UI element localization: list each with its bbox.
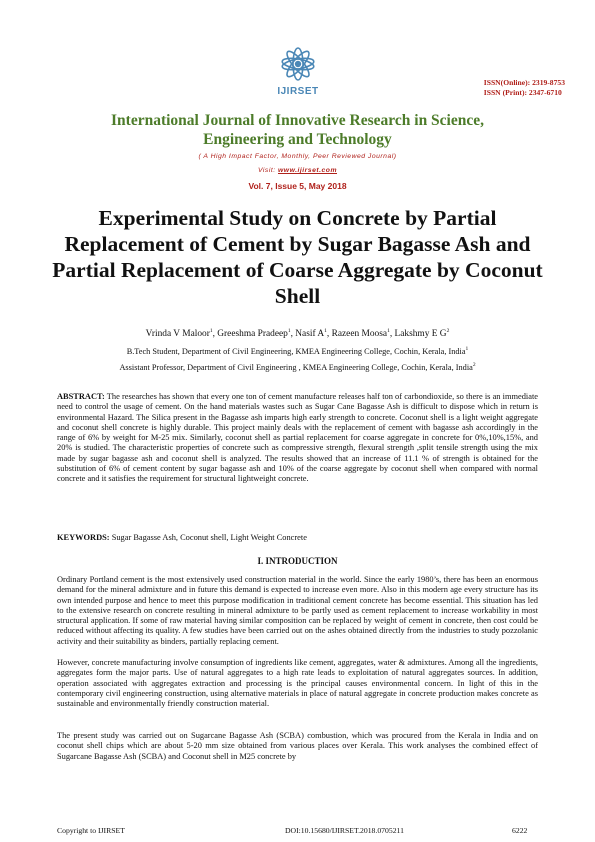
affiliation	[40, 347, 555, 356]
body-paragraph: The present study was carried out on Sugarcane Bagasse Ash (SCBA) combustion, which was procured from the Kerala in India and on coconut shell chips which are about 5-20 mm size obtained from various places over Kerala. This work analyses the combined effect of Sugarcane Bagasse Ash (SCBA) and Coconut shell in M25 concrete by	[57, 731, 538, 761]
affiliation-text: B.Tech Student, Department of Civil Engineering, KMEA Engineering College, Cochin, Kerala, India	[126, 347, 466, 356]
author: Greeshma Pradeep	[217, 329, 288, 339]
journal-title-line-2: Engineering and Technology	[203, 131, 392, 148]
footer-copyright: Copyright to IJIRSET	[57, 826, 125, 835]
author-affiliation-mark: 1	[387, 327, 390, 334]
journal-subtitle: ( A High Impact Factor, Monthly, Peer Reviewed Journal)	[198, 153, 397, 160]
section-heading: I. INTRODUCTION	[257, 556, 338, 566]
volume-issue: Vol. 7, Issue 5, May 2018	[248, 181, 347, 191]
issn-block	[484, 78, 565, 98]
journal-title	[60, 111, 535, 149]
journal-logo	[270, 42, 326, 106]
article-title: Experimental Study on Concrete by Partial Replacement of Cement by Sugar Bagasse Ash and Partial Replacement of Coarse Aggregate by Coconut Shell	[52, 206, 543, 308]
issn-print: ISSN (Print): 2347-6710	[483, 88, 562, 97]
affiliation-mark: 1	[465, 346, 469, 353]
author-affiliation-mark: 1	[287, 327, 291, 334]
affiliation	[40, 363, 555, 372]
footer-doi: DOI:10.15680/IJIRSET.2018.0705211	[285, 826, 404, 835]
visit-label: Visit:	[258, 167, 278, 174]
author: Lakshmy E G	[394, 329, 447, 339]
keywords	[57, 533, 538, 542]
affiliation-mark: 2	[472, 362, 476, 369]
author-affiliation-mark: 1	[209, 327, 213, 334]
keywords-label: KEYWORDS:	[57, 533, 110, 542]
author-list: Vrinda V Maloor$^1$, Greeshma Pradeep$^1$, Nasif $A^1$, Razeen Moosa$^1$, Lakshmy E $G^2$	[145, 327, 450, 339]
author: Vrinda V Maloor	[145, 329, 210, 339]
journal-title-line-1: International Journal of Innovative Research in Science,	[111, 112, 484, 129]
journal-website-link[interactable]: www.ijirset.com	[278, 167, 337, 174]
abstract	[57, 392, 538, 485]
abstract-text: The researches has shown that every one ton of cement manufacture releases half ton of carbondioxide, so there is an immediate need to control the usage of cement. On the hand materials wastes such as Sugar Cane Bagasse Ash is difficult to dispose which in return is environmental Hazard. The Silica present in the Bagasse ash imparts high early strength to concrete. Coconut shell is a light weight aggregate and coconut shell concrete is highly durable. This project mainly deals with the replacement of cement with bagasse ash accordingly in the range of 6% by weight for M-25 mix. Similarly, coconut shell as partial replacement for coarse aggregate in concrete for 0%,10%,15%, and 20% is studied. The characteristic properties of concrete such as compressive strength, flexural strength ,split tensile strength using the mix made by sugar bagasse ash and coconut shell is analyzed. The results showed that an increase of 11.1 % of strength is obtained for the substitution of 6% of cement content by sugar bagasse ash and 10% of the coarse aggregate by coconut shell when compared with normal concrete and it satisfies the requirement for structural lightweight concrete.	[57, 392, 538, 484]
affiliation-text: Assistant Professor, Department of Civil Engineering , KMEA Engineering College, Cochin, Kerala, India	[119, 363, 473, 372]
body-paragraph: Ordinary Portland cement is the most extensively used construction material in the world. Since the early 1980’s, there has been an enormous demand for the mineral admixture and in future this demand is expected to increase even more. Also in this modern age every structure has its own intended purpose and hence to meet this purpose modification in traditional cement concrete has become essential. This situation has led to the extensive research on concrete resulting in mineral admixture to be partly used as cement replacement to increase workability in most structural application. If some of raw material having similar composition can be replaced by weight of cement in concrete, then cost could be reduced without affecting its quality. A few studies have been carried out on the ashes obtained directly from the industries to study pozzolanic activity and their suitability as binders, partially replacing cement.	[57, 575, 538, 646]
author: Nasif A	[295, 329, 325, 339]
journal-visit-line	[60, 167, 535, 174]
footer-page-number: 6222	[512, 826, 528, 835]
author-affiliation-mark: 1	[324, 327, 327, 334]
logo-wordmark: IJIRSET	[277, 86, 319, 97]
keywords-text: Sugar Bagasse Ash, Coconut shell, Light Weight Concrete	[109, 533, 307, 542]
author: Razeen Moosa	[331, 329, 388, 339]
issn-online: ISSN(Online): 2319-8753	[483, 78, 565, 87]
body-paragraph: However, concrete manufacturing involve consumption of ingredients like cement, aggregates, water & admixtures. Among all the ingredients, aggregates form the major parts. Use of natural aggregates to a high rate leads to exploitation of natural aggregates sources. In addition, operation associated with aggregates extraction and processing is the principal causes environmental concern. In light of this in the contemporary civil engineering construction, using alternative materials in place of natural aggregate in concrete production makes concrete as sustainable and environmentally friendly construction material.	[57, 658, 538, 709]
abstract-label: ABSTRACT:	[57, 392, 105, 401]
author-affiliation-mark: 2	[446, 327, 450, 334]
